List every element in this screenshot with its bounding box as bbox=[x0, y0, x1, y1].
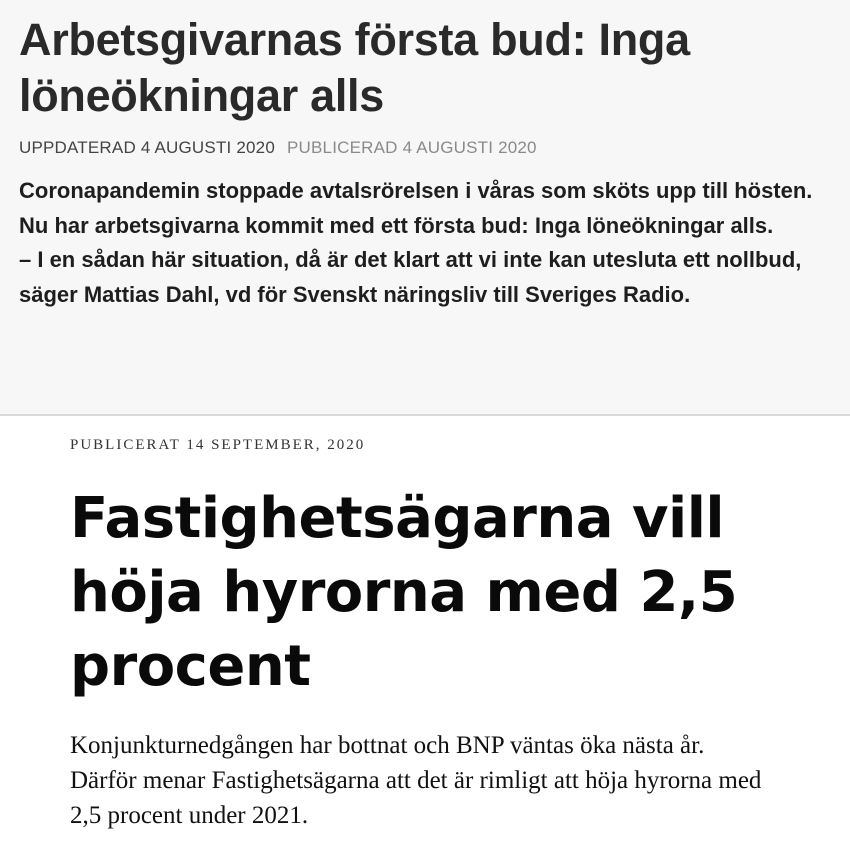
article-top-lead bbox=[19, 174, 839, 312]
article-top-headline[interactable]: Arbetsgivarnas första bud: Inga löneökningar alls bbox=[19, 14, 690, 121]
published-date: PUBLICERAD 4 AUGUSTI 2020 bbox=[287, 138, 537, 157]
lead-quote: – I en sådan här situation, då är det klart att vi inte kan utesluta ett nollbud, säger Mattias Dahl, vd för Svenskt näringsliv till Sveriges Radio. bbox=[19, 247, 802, 307]
publish-date-kicker: PUBLICERAT 14 SEPTEMBER, 2020 bbox=[70, 437, 366, 453]
article-top bbox=[0, 0, 850, 414]
article-bottom-lead: Konjunkturnedgången har bottnat och BNP väntas öka nästa år. Därför menar Fastighetsägarna att det är rimligt att höja hyrorna med 2,5 procent under 2021. bbox=[70, 732, 762, 829]
updated-date: UPPDATERAD 4 AUGUSTI 2020 bbox=[19, 138, 275, 157]
article-top-meta bbox=[19, 138, 834, 158]
article-bottom-headline[interactable]: Fastighetsägarna vill höja hyrorna med 2,5 procent bbox=[70, 486, 738, 699]
lead-paragraph: Coronapandemin stoppade avtalsrörelsen i våras som sköts upp till hösten. Nu har arbetsgivarna kommit med ett första bud: Inga löneökningar alls. bbox=[19, 178, 813, 238]
article-bottom bbox=[0, 416, 850, 850]
